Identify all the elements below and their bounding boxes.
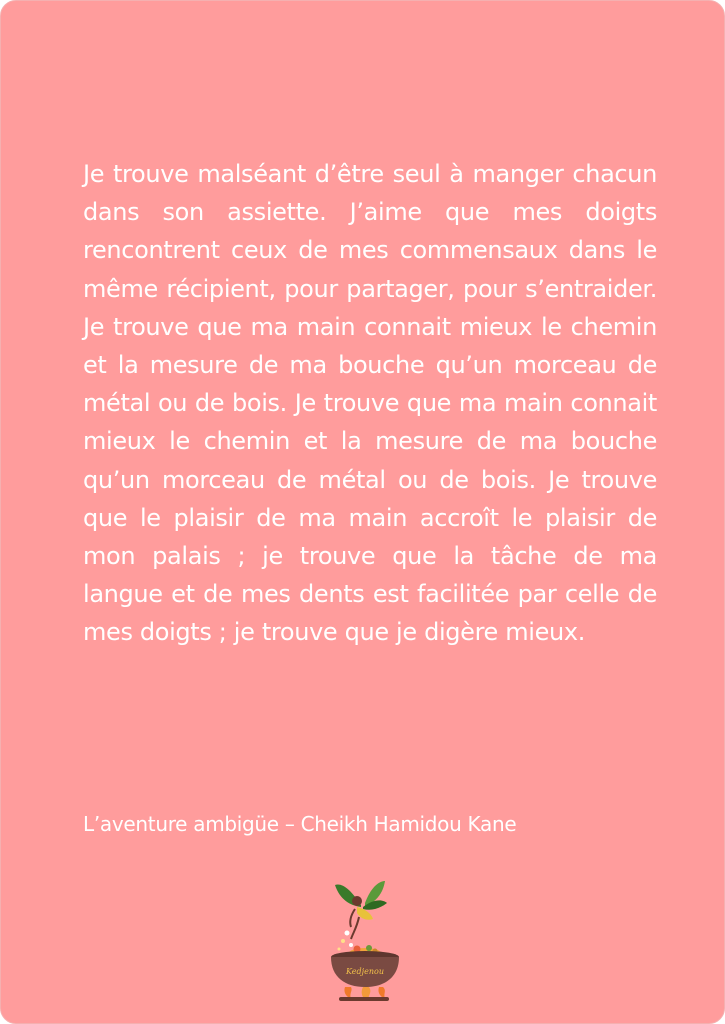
quote-text: Je trouve malséant d’être seul à manger chacun dans son assiette. J’aime que mes doigts rencontrent ceux de mes commensaux dans le même récipient, pour partager, pour s’entraider. Je trouve que ma main connait mieux le chemin et la mesure de ma bouche qu’un morceau de métal ou de bois. Je trouve que ma main connait mieux le chemin et la mesure de ma bouche qu’un morceau de métal ou de bois. Je trouve que le plaisir de ma main accroît le plaisir de mon palais ; je trouve que la tâche de ma langue et de mes dents est facilitée par celle de mes doigts ; je trouve que je digère mieux.	[83, 160, 657, 647]
svg-text:Kedjenou: Kedjenou	[346, 967, 384, 976]
quote-source: L’aventure ambigüe – Cheikh Hamidou Kane	[83, 812, 517, 836]
cooking-pot-fairy-logo-icon	[321, 877, 407, 1005]
